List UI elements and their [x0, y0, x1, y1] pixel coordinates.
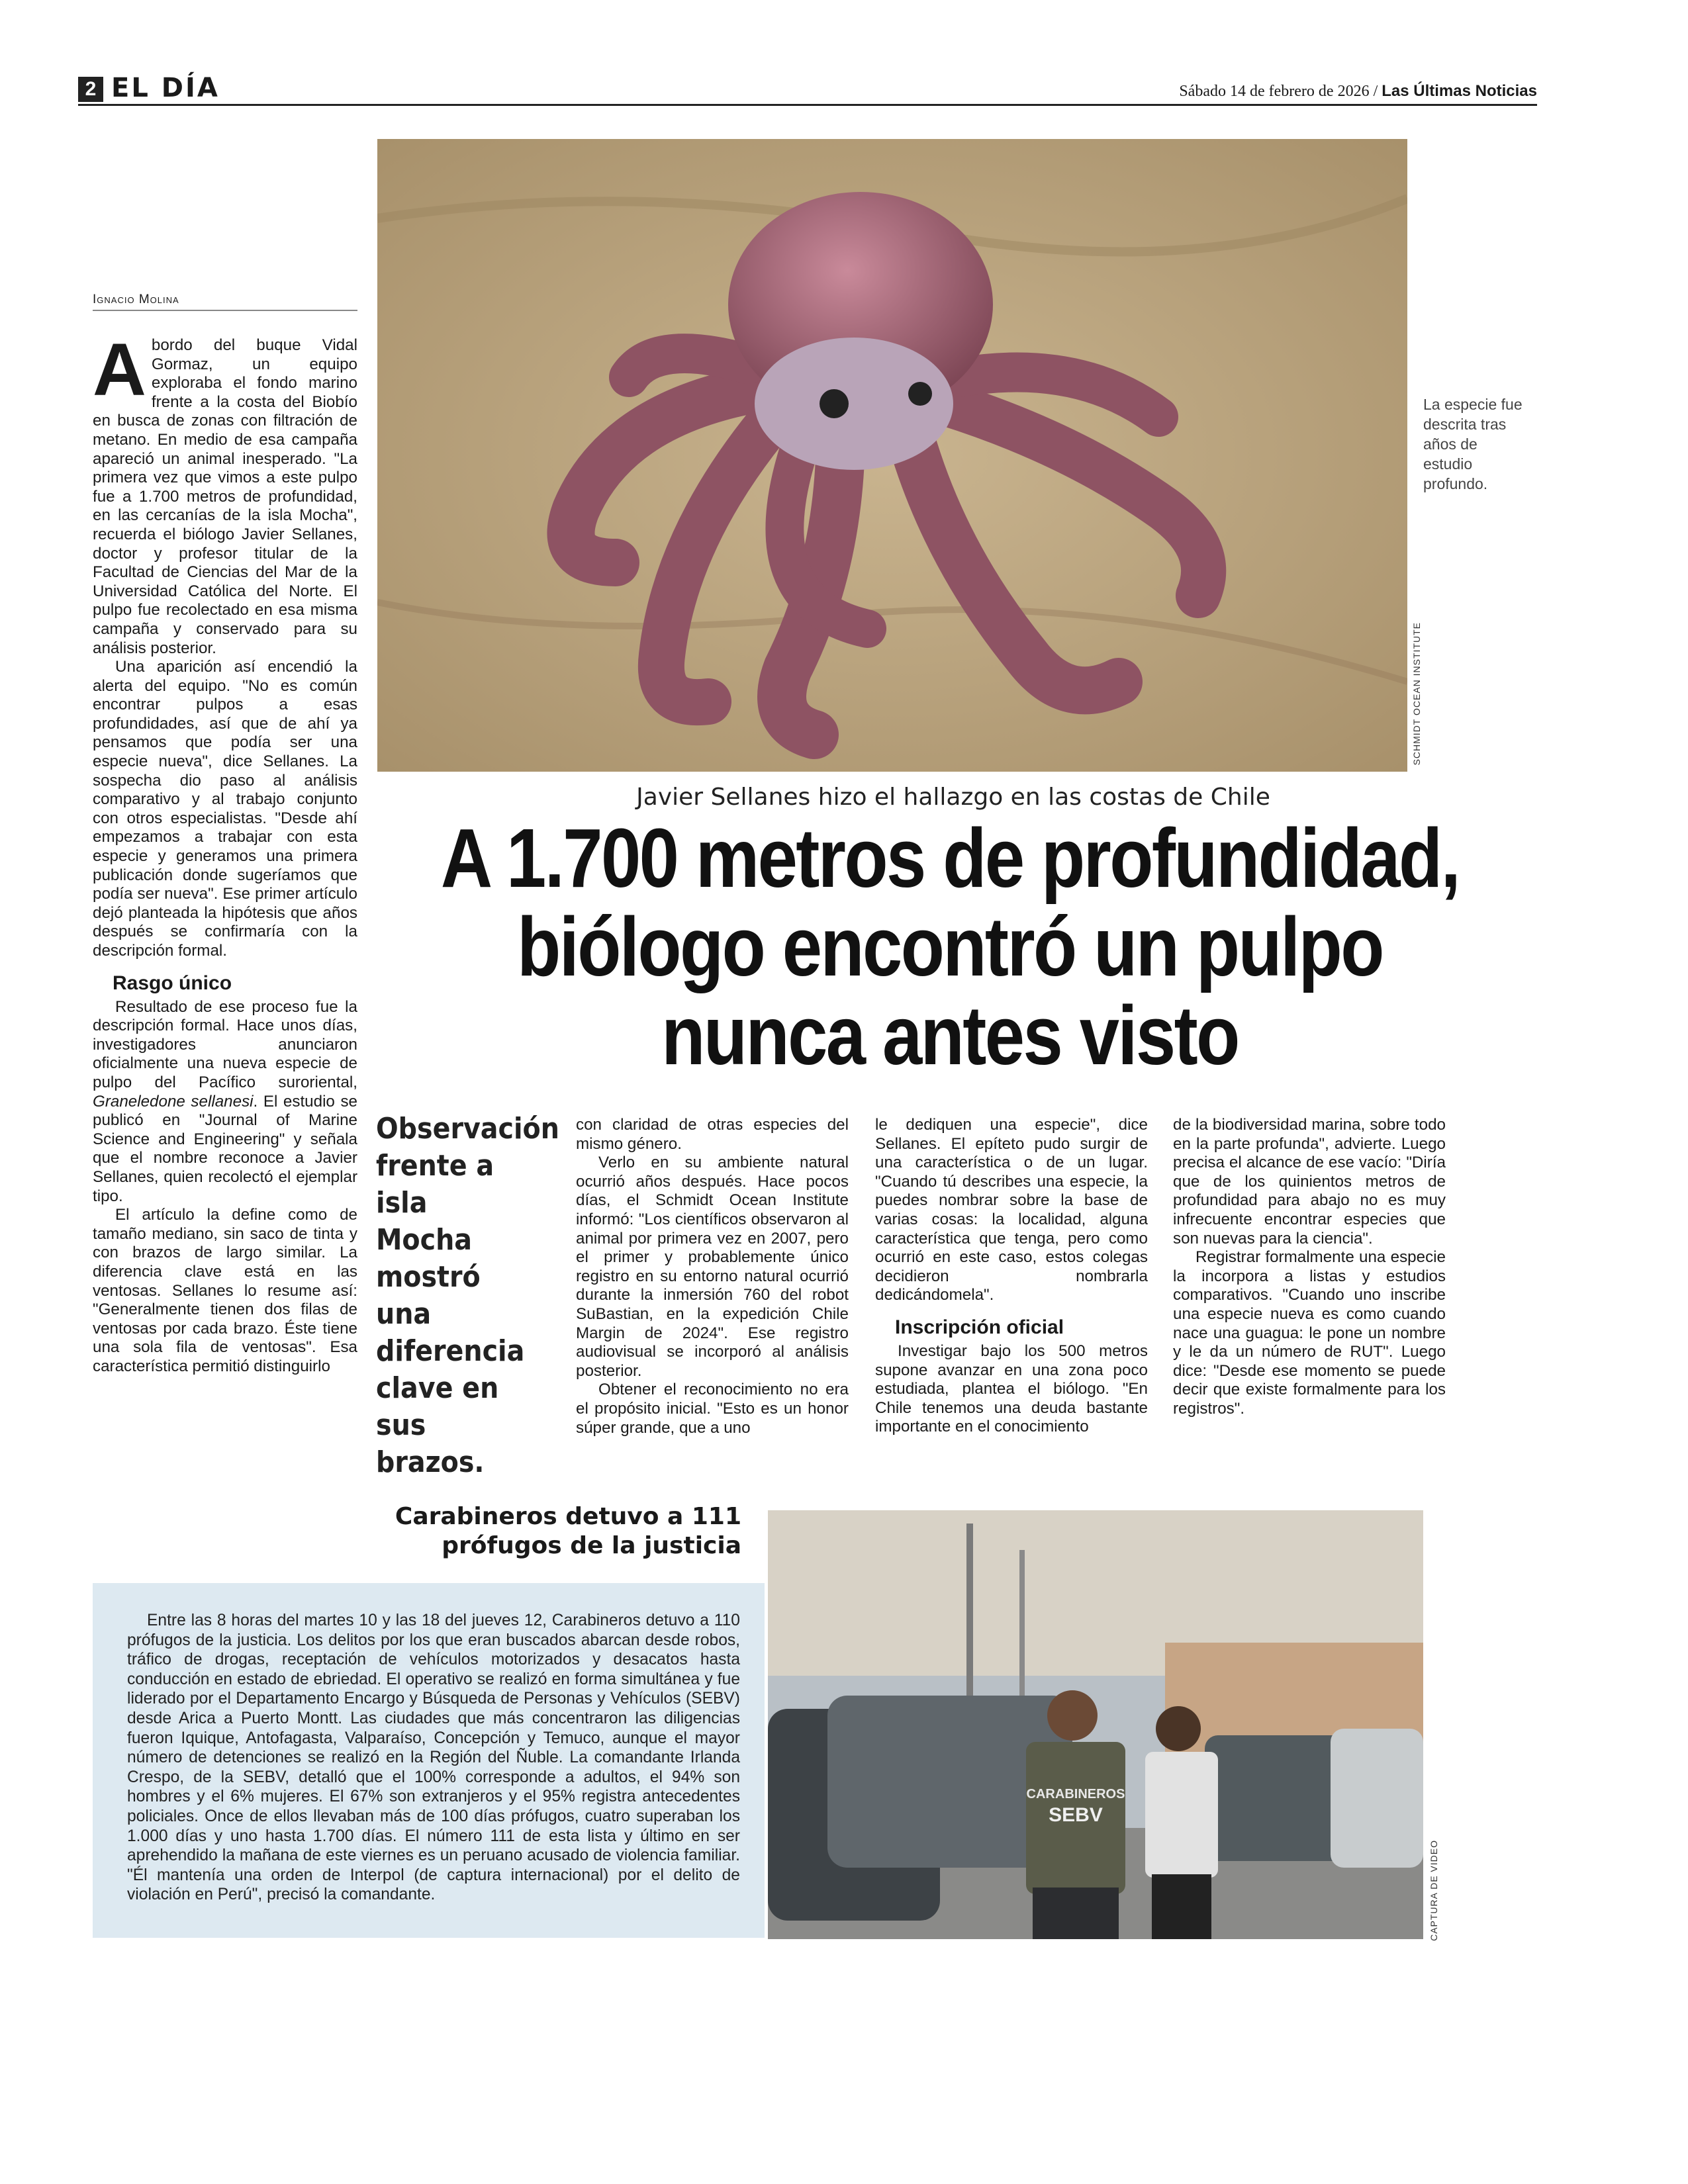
brief-headline: Carabineros detuvo a 111 prófugos de la justicia: [395, 1503, 741, 1559]
article-column-1: [93, 336, 357, 1488]
pull-quote: Observación frente a isla Mocha mostró una diferencia clave en sus brazos.: [376, 1112, 559, 1479]
paragraph: Verlo en su ambiente natural ocurrió años después. Hace pocos días, el Schmidt Ocean Institute informó: "Los científicos observaron al animal por primera vez en 2007, pero el primer y probablemente único registro en su entorno natural ocurrió durante la inmersión 760 del robot SuBastian, en la expedición Chile Margin de 2024". Ese registro audiovisual se incorporó al análisis posterior.: [576, 1154, 849, 1380]
police-photo-credit: CAPTURA DE VIDEO: [1429, 1840, 1439, 1941]
brief-paragraph: Entre las 8 horas del martes 10 y las 18 del jueves 12, Carabineros detuvo a 110 prófugos de la justicia. Los delitos por los que eran buscados abarcan desde robos, tráfico de drogas, receptación de vehículos motorizados y desacatos hasta conducción en estado de ebriedad. El operativo se realizó en forma simultánea y fue liderado por el Departamento Encargo y Búsqueda de Personas y Vehículos (SEBV) desde Arica a Puerto Montt. Las ciudades que más concentraron las diligencias fueron Iquique, Antofagasta, Valparaíso, Concepción y Temuco, aunque el mayor número de detenciones se realizó en la Región del Ñuble. La comandante Irlanda Crespo, de la SEBV, detalló que el 100% corresponde a adultos, el 94% son hombres y el 6% mujeres. El 67% son extranjeros y el 95% registra antecedentes policiales. Once de ellos llevaban más de 100 días prófugos, cuatro superaban los 1.000 días y uno hasta 1.700 días. El número 111 de esta lista y último en ser aprehendido la mañana de este viernes es un peruano acusado de violencia familiar. "Él mantenía una orden de Interpol (de captura internacional) por el delito de violación en Perú", precisó la comandante.: [127, 1612, 740, 1904]
paragraph: Registrar formalmente una especie la incorpora a listas y estudios comparativos. "Cuando uno inscribe una especie nueva es como cuando nace una guagua: le pone un nombre y le da un número de RUT". Luego dice: "Desde ese momento se puede decir que existe formalmente para los registros".: [1173, 1248, 1446, 1418]
article-column-3: [875, 1116, 1148, 1437]
paragraph-text: Resultado de ese proceso fue la descripción formal. Hace unos días, investigadores anunciaron oficialmente una nueva especie de pulpo del Pacífico suroriental,: [93, 997, 357, 1091]
paragraph-continuation: con claridad de otras especies del mismo género.: [576, 1116, 849, 1153]
paragraph-continuation: le dediquen una especie", dice Sellanes. El epíteto pudo surgir de una característica o de un lugar. "Cuando tú describes una especie, la puedes nombrar sobre la base de varias cosas: la localidad, alguna característica que tenga, pero como ocurrió en este caso, estos colegas decidieron nombrarla dedicándomela".: [875, 1116, 1148, 1304]
header-rule: [78, 104, 1537, 106]
police-illustration: [768, 1510, 1423, 1939]
lead-paragraph-text: bordo del buque Vidal Gormaz, un equipo exploraba el fondo marino frente a la costa del Biobío en busca de zonas con filtración de metano. En medio de esa campaña apareció un animal inesperado. "La primera vez que vimos a este pulpo fue a 1.700 metros de profundidad, en las cercanías de la isla Mocha", recuerda el biólogo Javier Sellanes, doctor y profesor titular de la Facultad de Ciencias del Mar de la Universidad Católica del Norte. El pulpo fue recolectado en esa misma campaña y conservado para su análisis posterior.: [93, 336, 357, 657]
vest-label-carabineros: CARABINEROS: [1026, 1787, 1125, 1801]
subhead-rasgo-unico: Rasgo único: [113, 972, 232, 994]
police-photo: [768, 1510, 1423, 1939]
article-column-4: [1173, 1116, 1446, 1419]
octopus-illustration: [377, 139, 1407, 772]
byline-rule: [93, 310, 357, 311]
page-number: 2: [78, 77, 103, 102]
octopus-photo: [377, 139, 1407, 772]
vest-label-sebv: SEBV: [1049, 1804, 1103, 1826]
paragraph: Una aparición así encendió la alerta del equipo. "No es común encontrar pulpos a esas profundidades, así que de ahí ya pensamos que podía ser una especie nueva", dice Sellanes. La sospecha dio paso al análisis comparativo y al trabajo conjunto con otros especialistas. "Desde ahí empezamos a trabajar con esta especie y generamos una primera publicación donde sugeríamos que podía ser nueva". Ese primer artículo dejó planteada la hipótesis que años después se confirmaría con la descripción formal.: [93, 658, 357, 960]
paragraph: El artículo la define como de tamaño mediano, sin saco de tinta y con brazos de largo similar. La diferencia clave está en las ventosas. Sellanes lo resume así: "Generalmente tienen dos filas de ventosas por cada brazo. Éste tiene una sola fila de ventosas". Esa característica permitió distinguirlo: [93, 1206, 357, 1375]
headline: A 1.700 metros de profundidad, biólogo encontró un pulpo nunca antes visto: [440, 811, 1460, 1082]
issue-date: Sábado 14 de febrero de 2026: [1179, 83, 1370, 100]
article-column-2: [576, 1116, 849, 1437]
paragraph: [93, 998, 357, 1206]
subhead-inscripcion-oficial: Inscripción oficial: [895, 1316, 1064, 1338]
header-dateline: [1179, 82, 1537, 101]
octopus-photo-credit: SCHMIDT OCEAN INSTITUTE: [1411, 622, 1422, 766]
paragraph-text: . El estudio se publicó en "Journal of Marine Science and Engineering" y señala que el nombre reconoce a Javier Sellanes, quien recolectó el ejemplar tipo.: [93, 1092, 357, 1205]
kicker: Javier Sellanes hizo el hallazgo en las costas de Chile: [636, 784, 1270, 811]
octopus-photo-caption: La especie fue descrita tras años de estudio profundo.: [1423, 396, 1523, 492]
paragraph-continuation: de la biodiversidad marina, sobre todo en la parte profunda", advierte. Luego precisa el alcance de ese vacío: "Diría que de los quinientos metros de profundidad para abajo no es muy infrecuente encontrar especies que son nuevas para la ciencia".: [1173, 1116, 1446, 1248]
drop-cap: A: [93, 336, 146, 411]
section-title: EL DÍA: [111, 73, 220, 103]
newspaper-name: Las Últimas Noticias: [1382, 82, 1537, 100]
species-name: Graneledone sellanesi: [93, 1092, 254, 1111]
paragraph: Investigar bajo los 500 metros supone avanzar en una zona poco estudiada, plantea el biólogo. "En Chile tenemos una deuda bastante importante en el conocimiento: [875, 1342, 1148, 1436]
brief-body: [127, 1611, 740, 1905]
lead-paragraph: [93, 336, 357, 658]
byline: Ignacio Molina: [93, 293, 179, 306]
paragraph: Obtener el reconocimiento no era el propósito inicial. "Esto es un honor súper grande, que a uno: [576, 1381, 849, 1437]
header-separator: /: [1373, 83, 1378, 100]
